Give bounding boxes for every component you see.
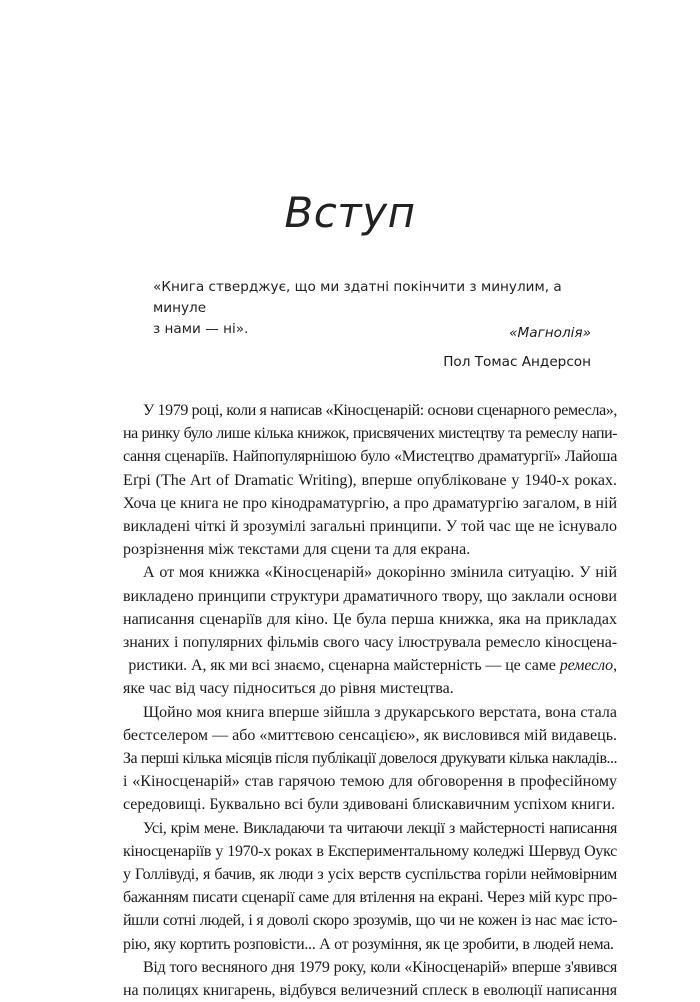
body-line <box>123 747 617 770</box>
body-line <box>123 817 617 840</box>
body-line <box>123 840 617 863</box>
epigraph-line: «Книга стверджує, що ми здатні покінчити з минулим, а минуле <box>153 279 562 316</box>
body-line-text: у Голлівуді, я бачив, як люди з усіх верств суспільства горіли неймовірним <box>123 866 617 884</box>
body-line-text: розрізнення між текстами для сцени та для екрана. <box>123 541 471 559</box>
body-line-text: на ринку було лише кілька книжок, присвячених мистецтву та ремеслу напи- <box>123 425 617 443</box>
body-line-text: викладено принципи структури драматичного твору, що заклали основи <box>123 587 617 605</box>
epigraph-author: Пол Томас Андерсон <box>443 354 591 370</box>
body-line <box>123 863 617 886</box>
body-line <box>123 654 617 677</box>
body-line-text: кіносценаріїв у 1970-х роках в Експериментальному коледжі Шервуд Оукс <box>123 842 617 860</box>
body-line <box>123 793 617 816</box>
emphasis: ремесло <box>559 657 614 675</box>
body-line <box>123 631 617 654</box>
body-line <box>123 561 617 584</box>
body-line <box>123 515 617 538</box>
body-line-text: яке час від часу підноситься до рівня мистецтва. <box>123 680 454 698</box>
body-line <box>123 770 617 793</box>
body-line-text: знаних і популярних фільмів свого часу ілюструвала ремесло кіносцена- <box>123 634 617 652</box>
body-line <box>123 956 617 979</box>
body-line-text: Щойно моя книга вперше зійшла з друкарського верстата, вона стала <box>143 703 617 721</box>
body-line <box>123 422 617 445</box>
body-line <box>123 677 617 700</box>
epigraph-source: «Магнолія» <box>509 325 591 341</box>
body-line-text: на полицях книгарень, відбувся величезний сплеск в еволюції написання <box>123 982 617 1000</box>
body-line-text: Еґрі (The Art of Dramatic Writing), вперше опубліковане у 1940-х роках. <box>123 471 617 489</box>
body-line <box>123 933 617 956</box>
epigraph-line: з нами — ні». <box>153 321 249 337</box>
body-line <box>123 886 617 909</box>
body-line-text: Від того весняного дня 1979 року, коли «Кіносценарій» вперше з'явився <box>143 958 617 976</box>
body-line <box>123 979 617 1002</box>
body-line-text: У 1979 році, коли я написав «Кіносценарій: основи сценарного ремесла», <box>143 402 617 419</box>
body-line <box>123 538 617 561</box>
body-line-text: написання сценаріїв для кіно. Це була перша книжка, яка на прикладах <box>123 610 617 628</box>
body-line-text: викладені чіткі й зрозумілі загальні принципи. У той час ще не існувало <box>123 518 617 536</box>
body-line-text: бажанням писати сценарії саме для втілення на екрані. Через мій курс про- <box>123 889 617 907</box>
body-line-text: Усі, крім мене. Викладаючи та читаючи лекції з майстерності написання <box>143 819 617 837</box>
body-line <box>123 469 617 492</box>
body-line-text: рію, яку кортить розповісти... А от розуміння, як це зробити, в людей нема. <box>123 935 614 953</box>
body-line <box>123 399 617 422</box>
body-line-text: За перші кілька місяців після публікації довелося друкувати кілька накладів... <box>123 750 617 768</box>
body-line-text: сання сценаріїв. Найпопулярнішою було «Мистецтво драматургії» Лайоша <box>123 448 617 466</box>
body-line-text: і «Кіносценарій» став гарячою темою для обговорення в професійному <box>123 773 617 791</box>
body-line <box>123 701 617 724</box>
body-line-text: Хоча це книга не про кінодраматургію, а про драматургію загалом, в ній <box>123 494 617 512</box>
punctuation: , <box>613 657 617 675</box>
body-line-text: А от моя книжка «Кіносценарій» докорінно змінила ситуацію. У ній <box>143 564 617 582</box>
body-line <box>123 585 617 608</box>
body-text <box>123 399 617 1002</box>
body-line <box>123 608 617 631</box>
body-line <box>123 492 617 515</box>
body-line-text: йшли сотні людей, і я доволі скоро зрозумів, що чи не кожен із нас має істо- <box>123 912 617 930</box>
body-line <box>123 909 617 932</box>
body-line <box>123 724 617 747</box>
body-line-text: бестселером — або «миттєвою сенсацією», як висловився мій видавець. <box>123 726 617 744</box>
line-text: ристики. А, як ми всі знаємо, сценарна майстерність — це саме <box>128 657 560 675</box>
chapter-title: Вступ <box>284 188 416 237</box>
body-line <box>123 445 617 468</box>
body-line-text: середовищі. Буквально всі були здивовані блискавичним успіхом книги. <box>123 796 616 814</box>
